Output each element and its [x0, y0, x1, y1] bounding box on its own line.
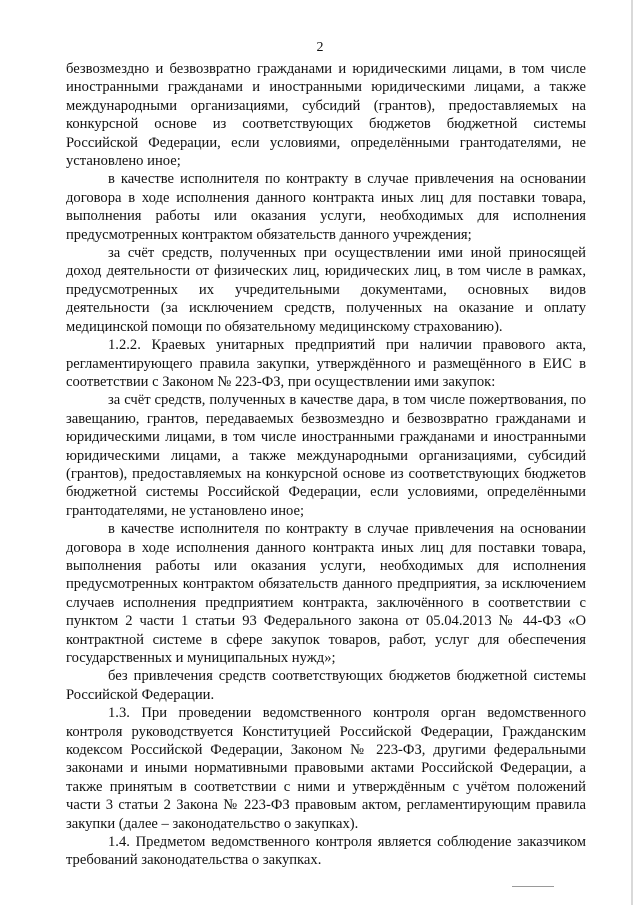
- paragraph-contractor-institution: в качестве исполнителя по контракту в случае привлечения на основании договора в ходе исполнения данного контракта иных лиц для поставки товара, выполнения работы или оказания услуги, необходимых для исполнения предусмотренных контрактом обязательств данного учреждения;: [66, 171, 586, 243]
- document-body: [66, 60, 586, 870]
- paragraph-section-1-4: 1.4. Предметом ведомственного контроля является соблюдение заказчиком требований законодательства о закупках.: [66, 834, 586, 869]
- paragraph-income-generating-activity: за счёт средств, полученных при осуществлении ими иной приносящей доход деятельности от физических лиц, юридических лиц, в том числе в рамках, предусмотренных их учредительными документами, основных видов деятельности (за исключением средств, полученных на оказание и оплату медицинской помощи по обязательному медицинскому страхованию).: [66, 245, 586, 335]
- paragraph-section-1-3: 1.3. При проведении ведомственного контроля орган ведомственного контроля руководствуется Конституцией Российской Федерации, Гражданским кодексом Российской Федерации, Законом № 223-ФЗ, другими федеральными законами и иными нормативными правовыми актами Российской Федерации, а также принятым в соответствии с ними и утверждённым с учётом положений части 3 статьи 2 Закона № 223-ФЗ правовым актом, регламентирующим правила закупки (далее – законодательство о закупках).: [66, 705, 586, 832]
- paragraph-continuation: безвозмездно и безвозвратно гражданами и юридическими лицами, в том числе иностранными гражданами и иностранными юридическими лицами, а также международными организациями, субсидий (грантов), предоставляемых на конкурсной основе из соответствующих бюджетов бюджетной системы Российской Федерации, если условиями, определёнными грантодателями, не установлено иное;: [66, 61, 586, 170]
- paragraph-section-1-2-2: 1.2.2. Краевых унитарных предприятий при наличии правового акта, регламентирующего правила закупки, утверждённого и размещённого в ЕИС в соответствии с Законом № 223-ФЗ, при осуществлении ими закупок:: [66, 337, 586, 390]
- scan-mark: [512, 886, 554, 887]
- scan-edge-line: [631, 0, 633, 905]
- paragraph-contractor-enterprise: в качестве исполнителя по контракту в случае привлечения на основании договора в ходе исполнения данного контракта иных лиц для поставки товара, выполнения работы или оказания услуги, необходимых для исполнения предусмотренных контрактом обязательств данного предприятия, за исключением случаев исполнения предприятием контракта, заключённого в соответствии с пунктом 2 части 1 статьи 93 Федерального закона от 05.04.2013 № 44-ФЗ «О контрактной системе в сфере закупок товаров, работ, услуг для обеспечения государственных и муниципальных нужд»;: [66, 521, 586, 666]
- page-number: 2: [316, 40, 324, 55]
- paragraph-without-budget-funds: без привлечения средств соответствующих бюджетов бюджетной системы Российской Федерации.: [66, 668, 586, 703]
- paragraph-gift-funds: за счёт средств, полученных в качестве дара, в том числе пожертвования, по завещанию, грантов, передаваемых безвозмездно и безвозвратно гражданами и юридическими лицами, в том числе иностранными гражданами и иностранными юридическими лицами, а также международными организациями, субсидий (грантов), предоставляемых на конкурсной основе из соответствующих бюджетов бюджетной системы Российской Федерации, если условиями, определёнными грантодателями, не установлено иное;: [66, 392, 586, 519]
